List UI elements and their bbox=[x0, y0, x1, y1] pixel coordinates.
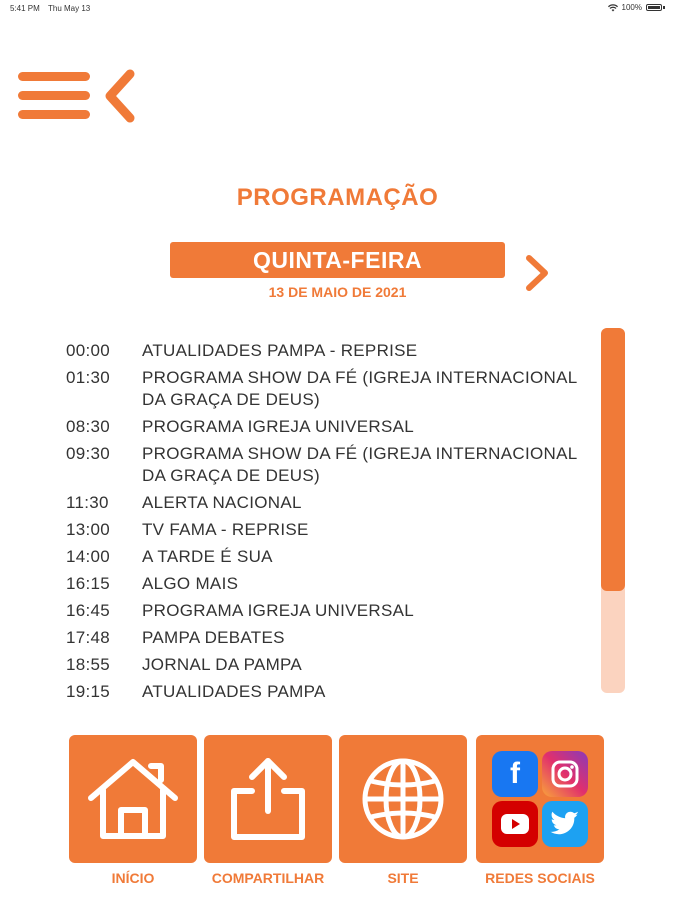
schedule-show: PROGRAMA IGREJA UNIVERSAL bbox=[142, 417, 415, 436]
globe-icon bbox=[359, 755, 447, 843]
schedule-row bbox=[66, 654, 586, 676]
home-button[interactable] bbox=[69, 735, 197, 863]
schedule-time: 19:15 bbox=[66, 682, 111, 701]
schedule-time: 11:30 bbox=[66, 493, 109, 512]
home-icon bbox=[85, 756, 181, 842]
menu-icon-line-3 bbox=[18, 110, 90, 119]
schedule-row bbox=[66, 546, 586, 568]
schedule-time: 08:30 bbox=[66, 417, 111, 436]
youtube-icon bbox=[492, 801, 538, 847]
schedule-show: ATUALIDADES PAMPA bbox=[142, 682, 326, 701]
scrollbar-track[interactable] bbox=[601, 328, 625, 693]
menu-icon-line-1 bbox=[18, 72, 90, 81]
day-date: 13 DE MAIO DE 2021 bbox=[268, 284, 407, 300]
schedule-show: ALGO MAIS bbox=[142, 574, 239, 593]
day-name: QUINTA-FEIRA bbox=[252, 246, 423, 273]
site-button[interactable] bbox=[339, 735, 467, 863]
site-label: SITE bbox=[387, 870, 419, 886]
schedule-show: PROGRAMA IGREJA UNIVERSAL bbox=[142, 601, 415, 620]
twitter-icon bbox=[542, 801, 588, 847]
schedule-show: PAMPA DEBATES bbox=[142, 628, 285, 647]
wifi-icon bbox=[608, 4, 618, 12]
home-label: INÍCIO bbox=[111, 870, 155, 886]
day-label bbox=[170, 242, 505, 278]
battery-percent: 100% bbox=[621, 3, 642, 12]
schedule-show: JORNAL DA PAMPA bbox=[142, 655, 303, 674]
schedule-row bbox=[66, 443, 586, 487]
menu-button[interactable] bbox=[18, 72, 90, 120]
schedule-row bbox=[66, 600, 586, 622]
schedule-time: 16:45 bbox=[66, 601, 111, 620]
schedule-show: PROGRAMA SHOW DA FÉ (IGREJA INTERNACIONAL DA GRAÇA DE DEUS) bbox=[142, 444, 577, 485]
share-button[interactable] bbox=[204, 735, 332, 863]
status-time: 5:41 PM bbox=[10, 4, 40, 13]
chevron-left-icon bbox=[100, 68, 140, 124]
schedule-time: 01:30 bbox=[66, 368, 111, 387]
social-button[interactable] bbox=[476, 735, 604, 863]
schedule-row bbox=[66, 492, 586, 514]
share-label: COMPARTILHAR bbox=[211, 870, 325, 886]
share-icon bbox=[228, 755, 308, 843]
social-label: REDES SOCIAIS bbox=[485, 870, 595, 886]
page-title: PROGRAMAÇÃO bbox=[236, 184, 439, 211]
schedule-row bbox=[66, 416, 586, 438]
menu-icon-line-2 bbox=[18, 91, 90, 100]
schedule-show: A TARDE É SUA bbox=[142, 547, 273, 566]
schedule-time: 14:00 bbox=[66, 547, 111, 566]
chevron-right-icon bbox=[520, 252, 554, 294]
status-bar bbox=[0, 0, 675, 18]
schedule-time: 18:55 bbox=[66, 655, 111, 674]
schedule-row bbox=[66, 340, 586, 362]
facebook-icon bbox=[492, 751, 538, 797]
instagram-icon bbox=[542, 751, 588, 797]
schedule-row bbox=[66, 573, 586, 595]
schedule-time: 13:00 bbox=[66, 520, 111, 539]
schedule-row bbox=[66, 681, 586, 703]
schedule-time: 00:00 bbox=[66, 341, 111, 360]
next-day-button[interactable] bbox=[520, 252, 554, 294]
battery-icon bbox=[646, 4, 662, 11]
back-button[interactable] bbox=[100, 68, 140, 124]
schedule-time: 16:15 bbox=[66, 574, 111, 593]
scrollbar-thumb[interactable] bbox=[601, 328, 625, 591]
facebook-glyph: f bbox=[510, 757, 520, 790]
schedule-row bbox=[66, 627, 586, 649]
schedule-show: TV FAMA - REPRISE bbox=[142, 520, 309, 539]
schedule-show: ALERTA NACIONAL bbox=[142, 493, 302, 512]
schedule-show: ATUALIDADES PAMPA - REPRISE bbox=[142, 341, 418, 360]
status-date: Thu May 13 bbox=[48, 4, 91, 13]
social-icons bbox=[492, 751, 588, 847]
battery-tip bbox=[663, 6, 665, 9]
schedule-row bbox=[66, 367, 586, 411]
schedule-list bbox=[66, 340, 586, 708]
status-right bbox=[608, 3, 665, 12]
schedule-time: 09:30 bbox=[66, 444, 111, 463]
schedule-show: PROGRAMA SHOW DA FÉ (IGREJA INTERNACIONAL DA GRAÇA DE DEUS) bbox=[142, 368, 577, 409]
schedule-row bbox=[66, 519, 586, 541]
schedule-time: 17:48 bbox=[66, 628, 111, 647]
